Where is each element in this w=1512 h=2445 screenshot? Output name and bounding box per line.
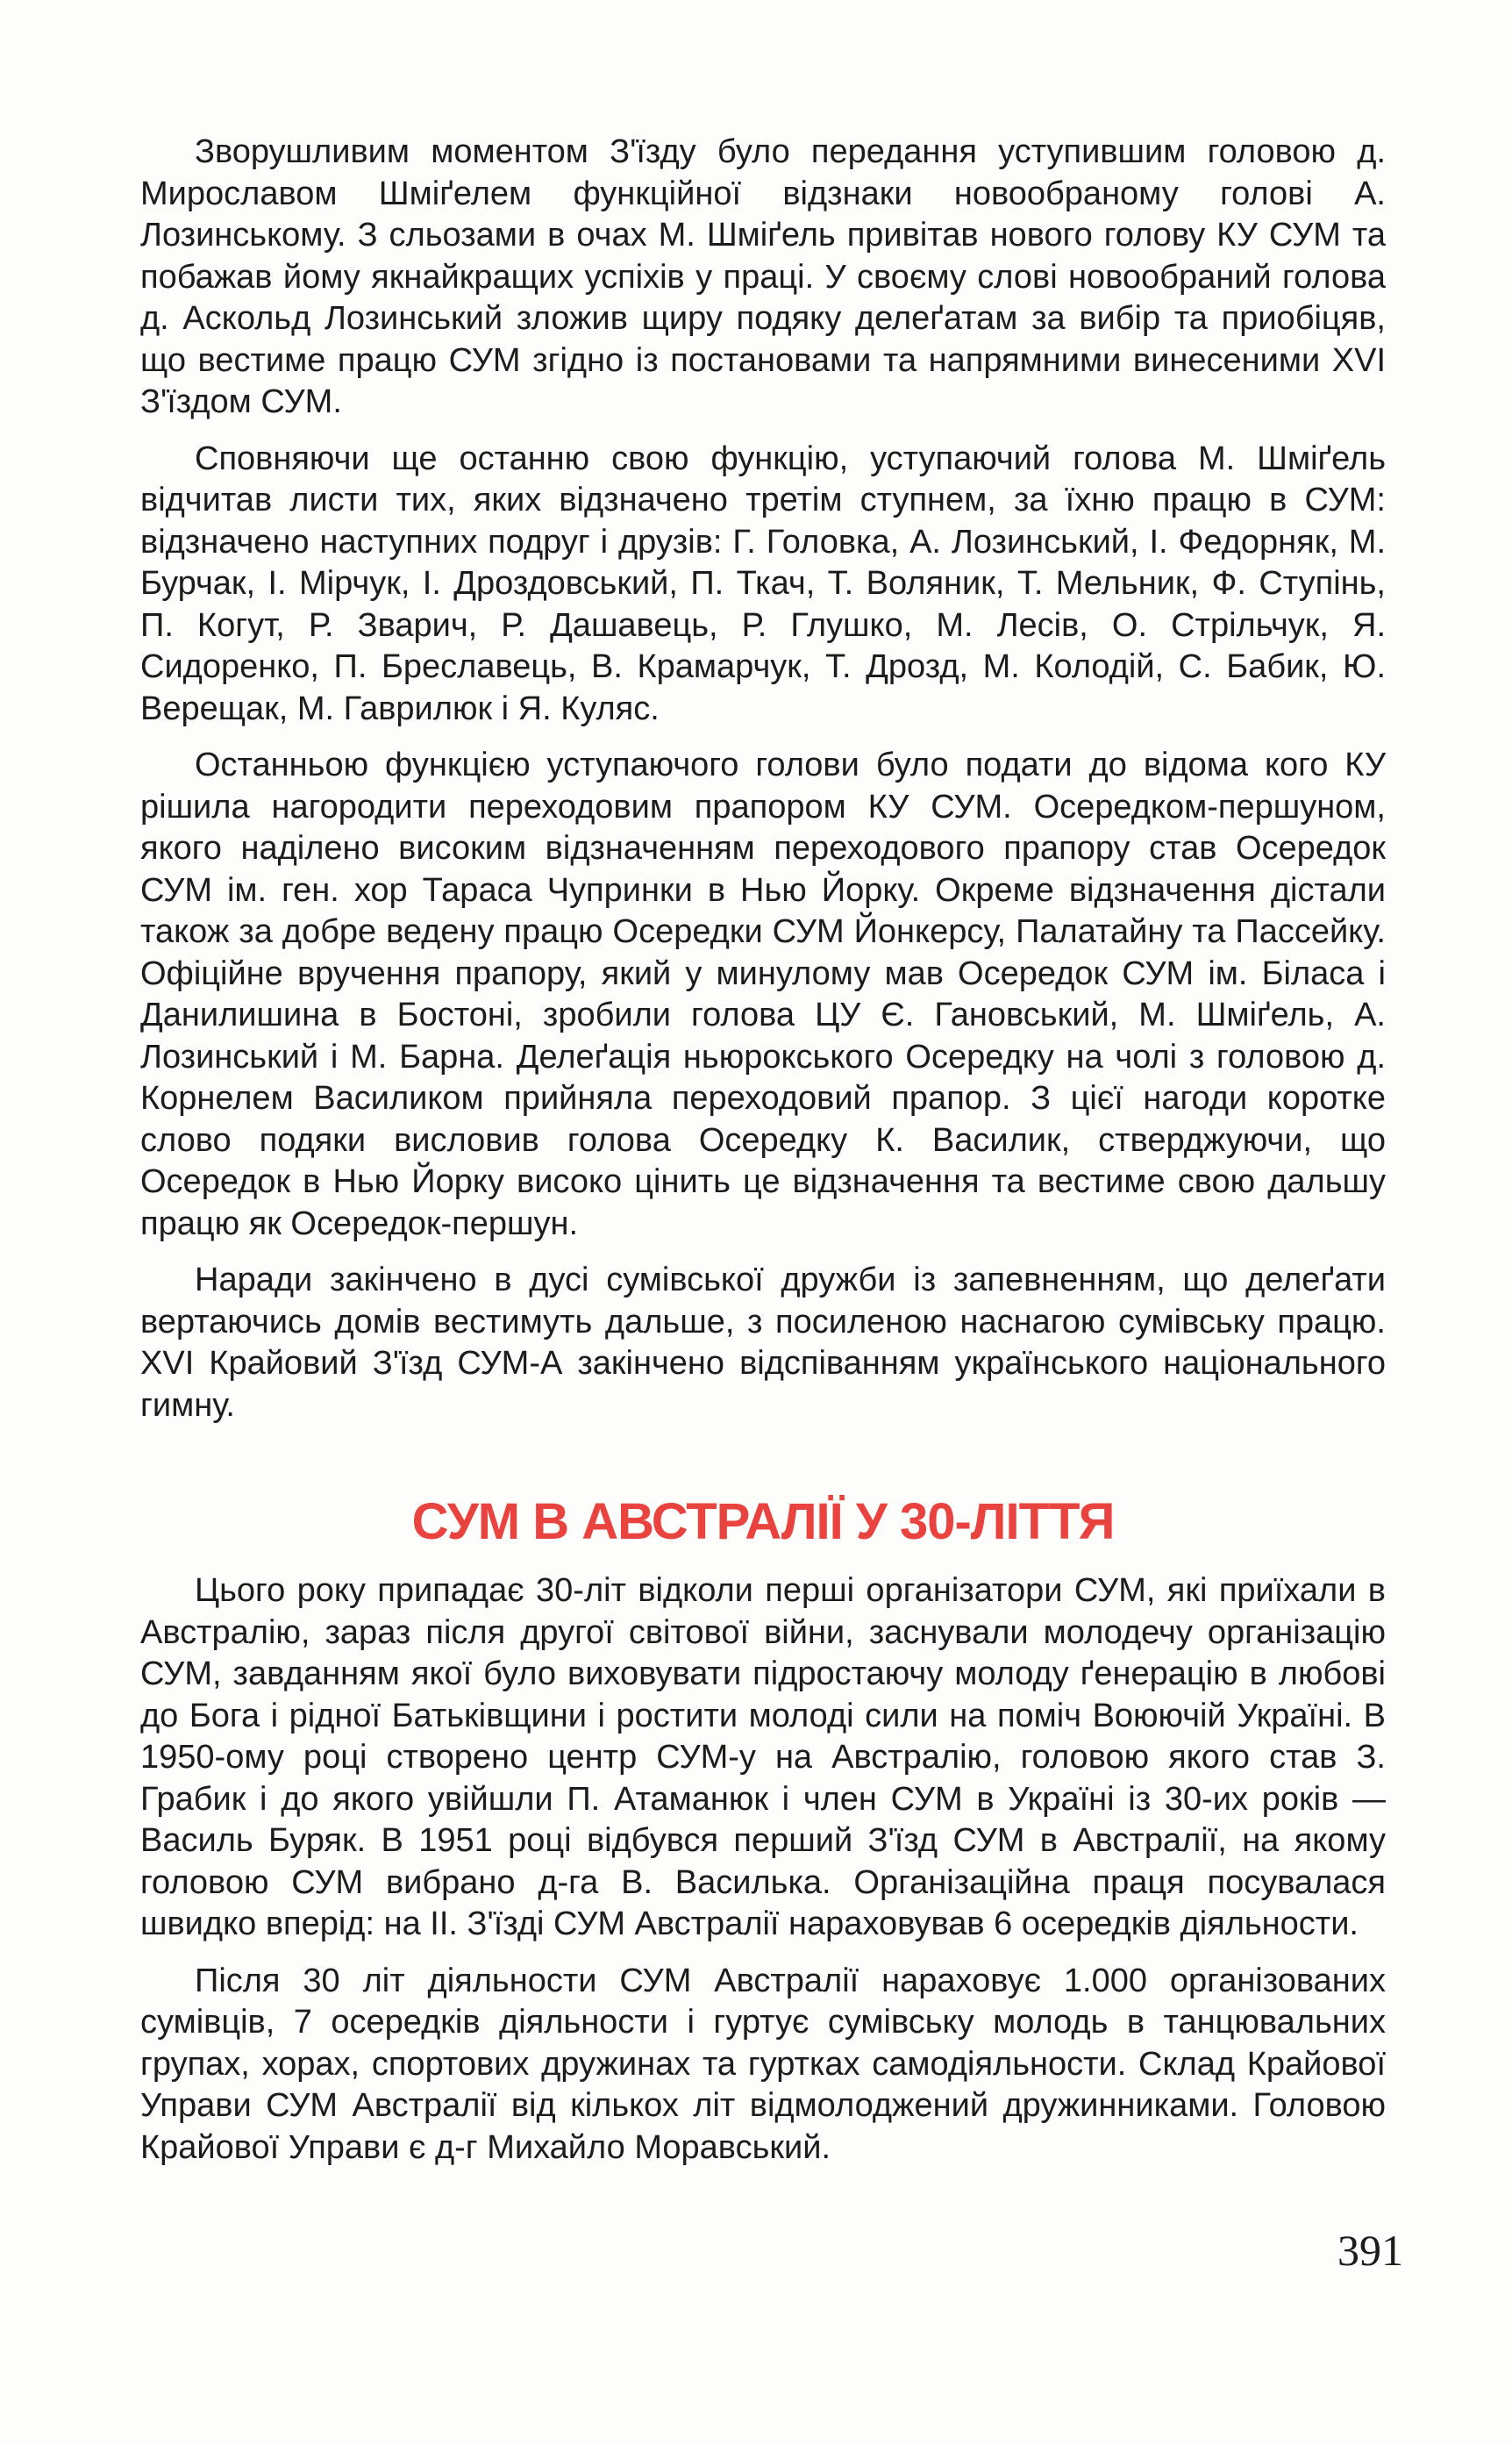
- page-number: 391: [1337, 2226, 1403, 2275]
- paragraph: Цього року припадає 30-літ відколи перші організатори СУМ, які приїхали в Австралію, зараз після другої світової війни, заснували молодечу організацію СУМ, завданням якої було виховувати підростаючу молоду ґенерацію в любові до Бога і рідної Батьківщини і ростити молоді сили на поміч Воюючій Україні. В 1950-ому році створено центр СУМ-у на Австралію, головою якого став З. Грабик і до якого увійшли П. Атаманюк і член СУМ в Україні із 30-их років — Василь Буряк. В 1951 році відбувся перший З'їзд СУМ в Австралії, на якому головою СУМ вибрано д-га В. Василька. Організаційна праця посувалася швидко вперід: на ІІ. З'їзді СУМ Австралії нараховував 6 осередків діяльности.: [140, 1572, 1386, 1942]
- section-2-body: [140, 1570, 1386, 2169]
- paragraph: Наради закінчено в дусі сумівської дружби із запевненням, що делеґати вертаючись домів вестимуть дальше, з посиленою наснагою сумівську працю. XVI Крайовий З'їзд СУМ-А закінчено відспіванням українського національного гимну.: [140, 1262, 1386, 1424]
- section-1-body: [140, 132, 1386, 1426]
- paragraph: Зворушливим моментом З'їзду було передання уступившим головою д. Мирославом Шміґелем функційної відзнаки новообраному голові А. Лозинському. З сльозами в очах М. Шміґель привітав нового голову КУ СУМ та побажав йому якнайкращих успіхів у праці. У своєму слові новообраний голова д. Аскольд Лозинський зложив щиру подяку делеґатам за вибір та приобіцяв, що вестиме працю СУМ згідно із постановами та напрямними винесеними XVI З'їздом СУМ.: [140, 133, 1386, 420]
- paragraph: Після 30 літ діяльности СУМ Австралії нараховує 1.000 організованих сумівців, 7 осередків діяльности і гуртує сумівську молодь в танцювальних групах, хорах, спортових дружинах та гуртках самодіяльности. Склад Крайової Управи СУМ Австралії від кількох літ відмолоджений дружинниками. Головою Крайової Управи є д-г Михайло Моравський.: [140, 1962, 1386, 2166]
- paragraph: Сповняючи ще останню свою функцію, уступаючий голова М. Шміґель відчитав листи тих, яких відзначено третім ступнем, за їхню працю в СУМ: відзначено наступних подруг і друзів: Г. Головка, А. Лозинський, І. Федорняк, М. Бурчак, І. Мірчук, І. Дроздовський, П. Ткач, Т. Воляник, Т. Мельник, Ф. Ступінь, П. Когут, Р. Зварич, Р. Дашавець, Р. Глушко, М. Лесів, О. Стрільчук, Я. Сидоренко, П. Бреславець, В. Крамарчук, Т. Дрозд, М. Колодій, С. Бабик, Ю. Верещак, М. Гаврилюк і Я. Куляс.: [140, 440, 1386, 727]
- paragraph: Останньою функцією уступаючого голови було подати до відома кого КУ рішила нагородити переходовим прапором КУ СУМ. Осередком-першуном, якого наділено високим відзначенням переходового прапору став Осередок СУМ ім. ген. хор Тараса Чупринки в Нью Йорку. Окреме відзначення дістали також за добре ведену працю Осередки СУМ Йонкерсу, Палатайну та Пассейку. Офіційне вручення прапору, який у минулому мав Осередок СУМ ім. Біласа і Данилишина в Бостоні, зробили голова ЦУ Є. Гановський, М. Шміґель, А. Лозинський і М. Барна. Делеґація ньюрокського Осередку на чолі з головою д. Корнелем Василиком прийняла переходовий прапор. З цієї нагоди коротке слово подяки висловив голова Осередку К. Василик, стверджуючи, що Осередок в Нью Йорку високо цінить це відзначення та вестиме свою дальшу працю як Осередок-першун.: [140, 747, 1386, 1242]
- section-heading: СУМ В АВСТРАЛІЇ У 30-ЛІТТЯ: [411, 1493, 1115, 1550]
